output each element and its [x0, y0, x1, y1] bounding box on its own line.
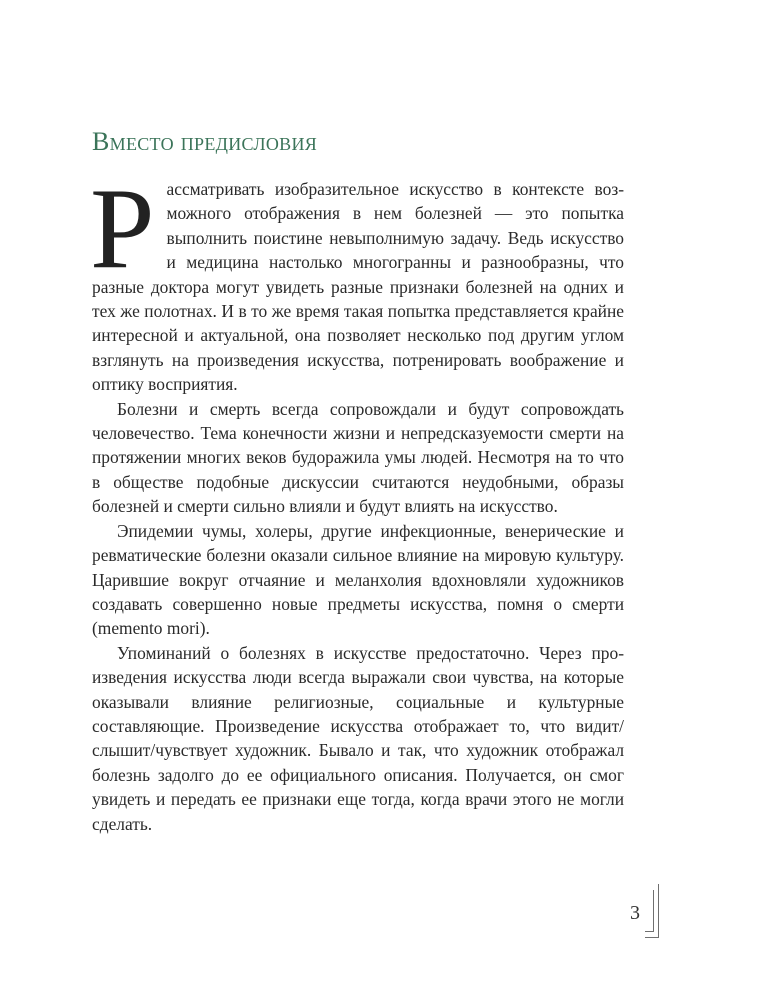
page-number-frame-outer-horizontal [645, 937, 659, 938]
paragraph-4: Упоминаний о болезнях в искусстве предостаточно. Через произведения искусства люди всегда выражали свои чувства, на которые оказывали влияние религиозные, социальные и культурные составляющие. Произведение искусства отображает то, что видит/слышит/чувствует художник. Бывало и так, что художник отображал болезнь задолго до ее официального описания. Получается, он смог увидеть и передать ее признаки еще тогда, когда врачи этого не могли сделать. [92, 642, 624, 834]
paragraph-1 [90, 165, 624, 397]
chapter-title: Вместо предисловия [92, 127, 318, 156]
body-text [90, 165, 624, 836]
drop-cap-letter: Р [90, 165, 155, 293]
page-number: 3 [630, 902, 640, 924]
paragraph-1-text: ассматривать изобразительное искусство в контексте возможного отображения в нем болезней — это попытка выполнить поистине невыполнимую задачу. Ведь искусство и медицина настолько многогранны и разнообразны, что разные доктора могут увидеть разные признаки болезней на одних и тех же полотнах. И в то же время такая попытка представляется крайне интересной и актуальной, она позволяет несколько под другим углом взглянуть на произведения искусства, потренировать воображение и оптику восприятия. [92, 179, 624, 395]
paragraph-3: Эпидемии чумы, холеры, другие инфекционные, венерические и ревматические болезни оказали сильное влияние на мировую культуру. Царившие вокруг отчаяние и меланхолия вдохновляли художников создавать совершенно новые предметы искусства, помня о смерти (memento mori). [92, 520, 624, 639]
page-number-frame-inner-vertical [653, 890, 654, 932]
page-number-frame-inner-horizontal [645, 931, 654, 932]
paragraph-2: Болезни и смерть всегда сопровождали и будут сопровождать человечество. Тема конечности жизни и непредсказуемости смерти на протяжении многих веков будоражила умы людей. Несмотря на то что в обществе подобные дискуссии считаются неудобными, образы болезней и смерти сильно влияли и будут влиять на искусство. [92, 398, 624, 517]
page-number-frame-outer-vertical [658, 884, 659, 938]
